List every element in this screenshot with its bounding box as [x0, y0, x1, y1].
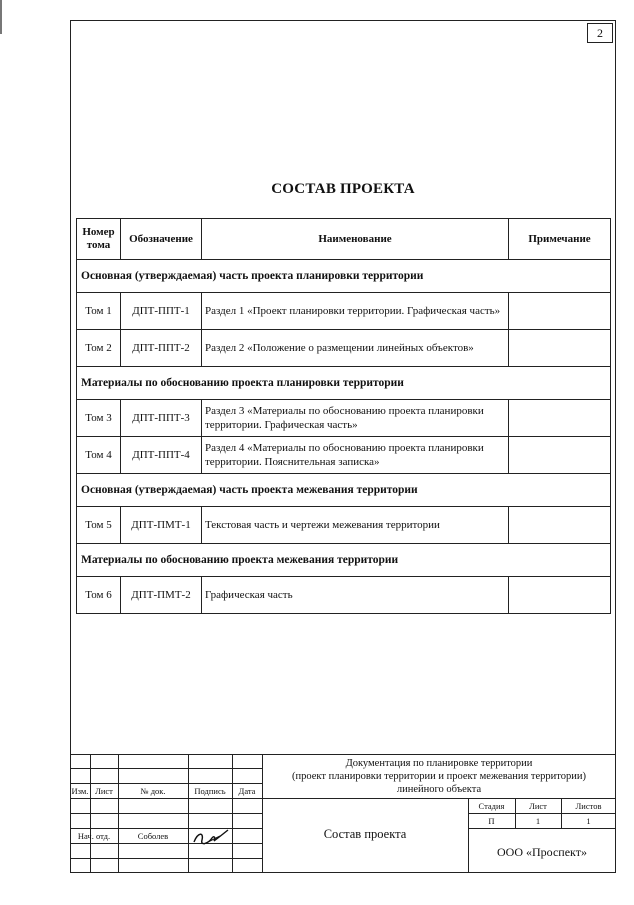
- section-heading-row: [77, 474, 611, 507]
- volume-name: Текстовая часть и чертежи межевания территории: [202, 507, 509, 544]
- header-note: Примечание: [509, 219, 611, 260]
- volume-note: [509, 293, 611, 330]
- document-description: [262, 757, 616, 796]
- organization-name: ООО «Проспект»: [497, 845, 587, 859]
- signature-image: [190, 826, 230, 850]
- table-row: [77, 507, 611, 544]
- volume-number: Том 1: [77, 293, 121, 330]
- table-row: [77, 293, 611, 330]
- section-heading: Материалы по обоснованию проекта планировки территории: [77, 367, 611, 400]
- sheet-label: Лист: [529, 801, 547, 811]
- section-heading-row: [77, 367, 611, 400]
- volume-name: Раздел 2 «Положение о размещении линейных объектов»: [202, 330, 509, 367]
- volume-number: Том 5: [77, 507, 121, 544]
- volume-name: Раздел 3 «Материалы по обоснованию проекта планировки территории. Графическая часть»: [202, 400, 509, 437]
- designation-code: ДПТ-ППТ-2: [121, 330, 202, 367]
- volume-note: [509, 330, 611, 367]
- header-number: Номер тома: [77, 219, 121, 260]
- designation-code: ДПТ-ППТ-3: [121, 400, 202, 437]
- doc-line-2: (проект планировки территории и проект межевания территории): [292, 771, 586, 782]
- table-row: [77, 577, 611, 614]
- table-row: [77, 437, 611, 474]
- person-name: Соболев: [137, 831, 169, 841]
- volume-number: Том 3: [77, 400, 121, 437]
- section-heading-row: [77, 260, 611, 293]
- col-doc: № док.: [140, 786, 166, 796]
- volume-name: Раздел 4 «Материалы по обоснованию проекта планировки территории. Пояснительная записка»: [202, 437, 509, 474]
- designation-code: ДПТ-ППТ-4: [121, 437, 202, 474]
- table-row: [77, 330, 611, 367]
- doc-line-1: Документация по планировке территории: [345, 758, 533, 769]
- table-header-row: [77, 219, 611, 260]
- header-name: Наименование: [202, 219, 509, 260]
- volume-number: Том 6: [77, 577, 121, 614]
- volume-number: Том 2: [77, 330, 121, 367]
- sheet-value: 1: [535, 816, 541, 826]
- sheets-label: Листов: [575, 801, 602, 811]
- scan-edge-mark: [0, 0, 2, 34]
- doc-line-3: линейного объекта: [396, 784, 482, 795]
- content-title: Состав проекта: [323, 827, 407, 841]
- header-designation: Обозначение: [121, 219, 202, 260]
- col-date: Дата: [238, 786, 256, 796]
- sheets-value: 1: [586, 816, 591, 826]
- composition-table: [76, 218, 611, 614]
- volume-note: [509, 577, 611, 614]
- volume-note: [509, 437, 611, 474]
- page-title: СОСТАВ ПРОЕКТА: [271, 181, 415, 197]
- table-row: [77, 400, 611, 437]
- stage-value: П: [488, 816, 495, 826]
- volume-note: [509, 400, 611, 437]
- volume-name: Раздел 1 «Проект планировки территории. Графическая часть»: [202, 293, 509, 330]
- col-izm: Изм.: [71, 786, 89, 796]
- section-heading: Материалы по обоснованию проекта межевания территории: [77, 544, 611, 577]
- col-sign: Подпись: [194, 786, 226, 796]
- section-heading: Основная (утверждаемая) часть проекта планировки территории: [77, 260, 611, 293]
- designation-code: ДПТ-ППТ-1: [121, 293, 202, 330]
- volume-name: Графическая часть: [202, 577, 509, 614]
- stage-label: Стадия: [478, 801, 505, 811]
- designation-code: ДПТ-ПМТ-2: [121, 577, 202, 614]
- volume-number: Том 4: [77, 437, 121, 474]
- section-heading-row: [77, 544, 611, 577]
- sheet-number: 2: [587, 23, 613, 43]
- designation-code: ДПТ-ПМТ-1: [121, 507, 202, 544]
- section-heading: Основная (утверждаемая) часть проекта межевания территории: [77, 474, 611, 507]
- volume-note: [509, 507, 611, 544]
- col-list: Лист: [95, 786, 113, 796]
- role-label: Нач. отд.: [77, 831, 111, 841]
